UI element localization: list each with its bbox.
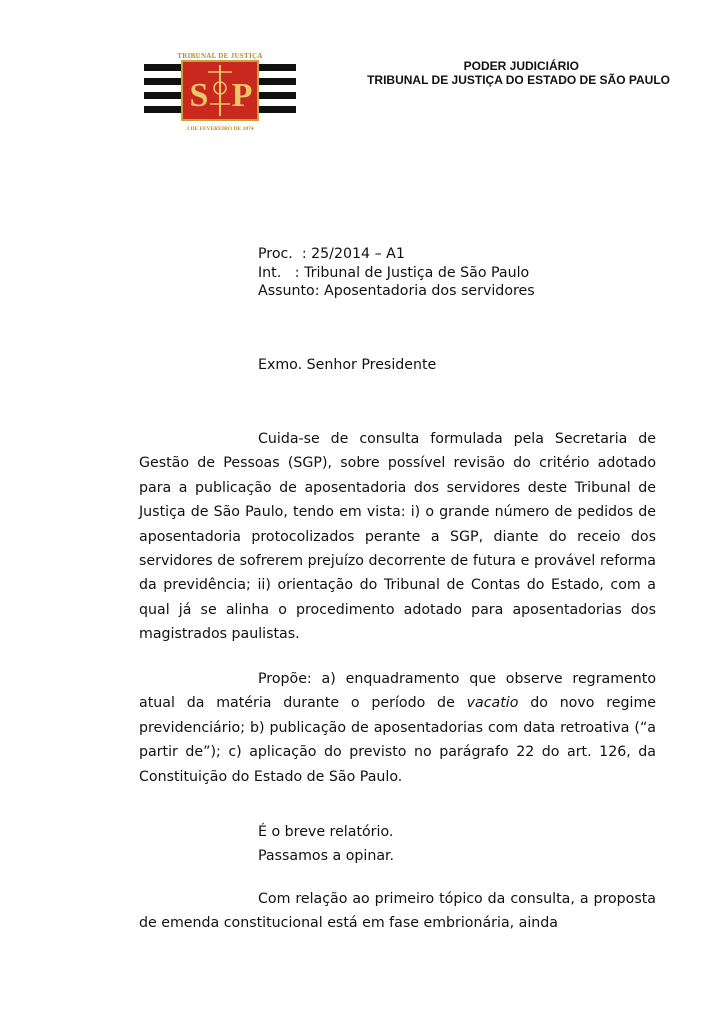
logo-bottom-text: 3 DE FEVEREIRO DE 1874 [186, 126, 254, 132]
tjsp-logo [144, 52, 296, 140]
closing-line-2: Passamos a opinar. [258, 848, 395, 865]
paragraph-2 [139, 667, 656, 789]
closing-lines [258, 820, 394, 869]
paragraph-2-part-b: do novo regime previdenciário; b) publicação de aposentadorias com data retroativa (“a partir de”); c) aplicação do previsto no parágrafo 22 do art. 126, da Constituição do Estado de São Paulo. [139, 695, 656, 785]
logo-top-text: TRIBUNAL DE JUSTIÇA [177, 52, 263, 60]
header-line-1: PODER JUDICIÁRIO [463, 59, 579, 73]
salutation: Exmo. Senhor Presidente [258, 357, 437, 373]
paragraph-1: Cuida-se de consulta formulada pela Secretaria de Gestão de Pessoas (SGP), sobre possível revisão do critério adotado para a publicação de aposentadoria dos servidores deste Tribunal de Justiça de São Paulo, tendo em vista: i) o grande número de pedidos de aposentadoria protocolizados perante a SGP, diante do receio dos servidores de sofrerem prejuízo decorrente de futura e provável reforma da previdência; ii) orientação do Tribunal de Contas do Estado, com a qual já se alinha o procedimento adotado para aposentadorias dos magistrados paulistas. [139, 431, 656, 643]
logo-letter-s: S [189, 77, 209, 114]
logo-letter-p: P [231, 77, 253, 114]
paragraph-2-italic: vacatio [466, 695, 519, 712]
closing-line-1: É o breve relatório. [258, 824, 394, 840]
paragraph-3: Com relação ao primeiro tópico da consulta, a proposta de emenda constitucional está em fase embrionária, ainda [139, 891, 656, 932]
header-line-2: TRIBUNAL DE JUSTIÇA DO ESTADO DE SÃO PAULO [367, 73, 670, 87]
meta-assunto: Assunto: Aposentadoria dos servidores [258, 283, 535, 299]
meta-proc: Proc. : 25/2014 – A1 [258, 246, 405, 262]
paragraph-2-part-a: Propõe: a) enquadramento que observe regramento atual da matéria durante o período de [139, 671, 656, 712]
process-meta [258, 245, 535, 301]
meta-int: Int. : Tribunal de Justiça de São Paulo [258, 264, 530, 281]
